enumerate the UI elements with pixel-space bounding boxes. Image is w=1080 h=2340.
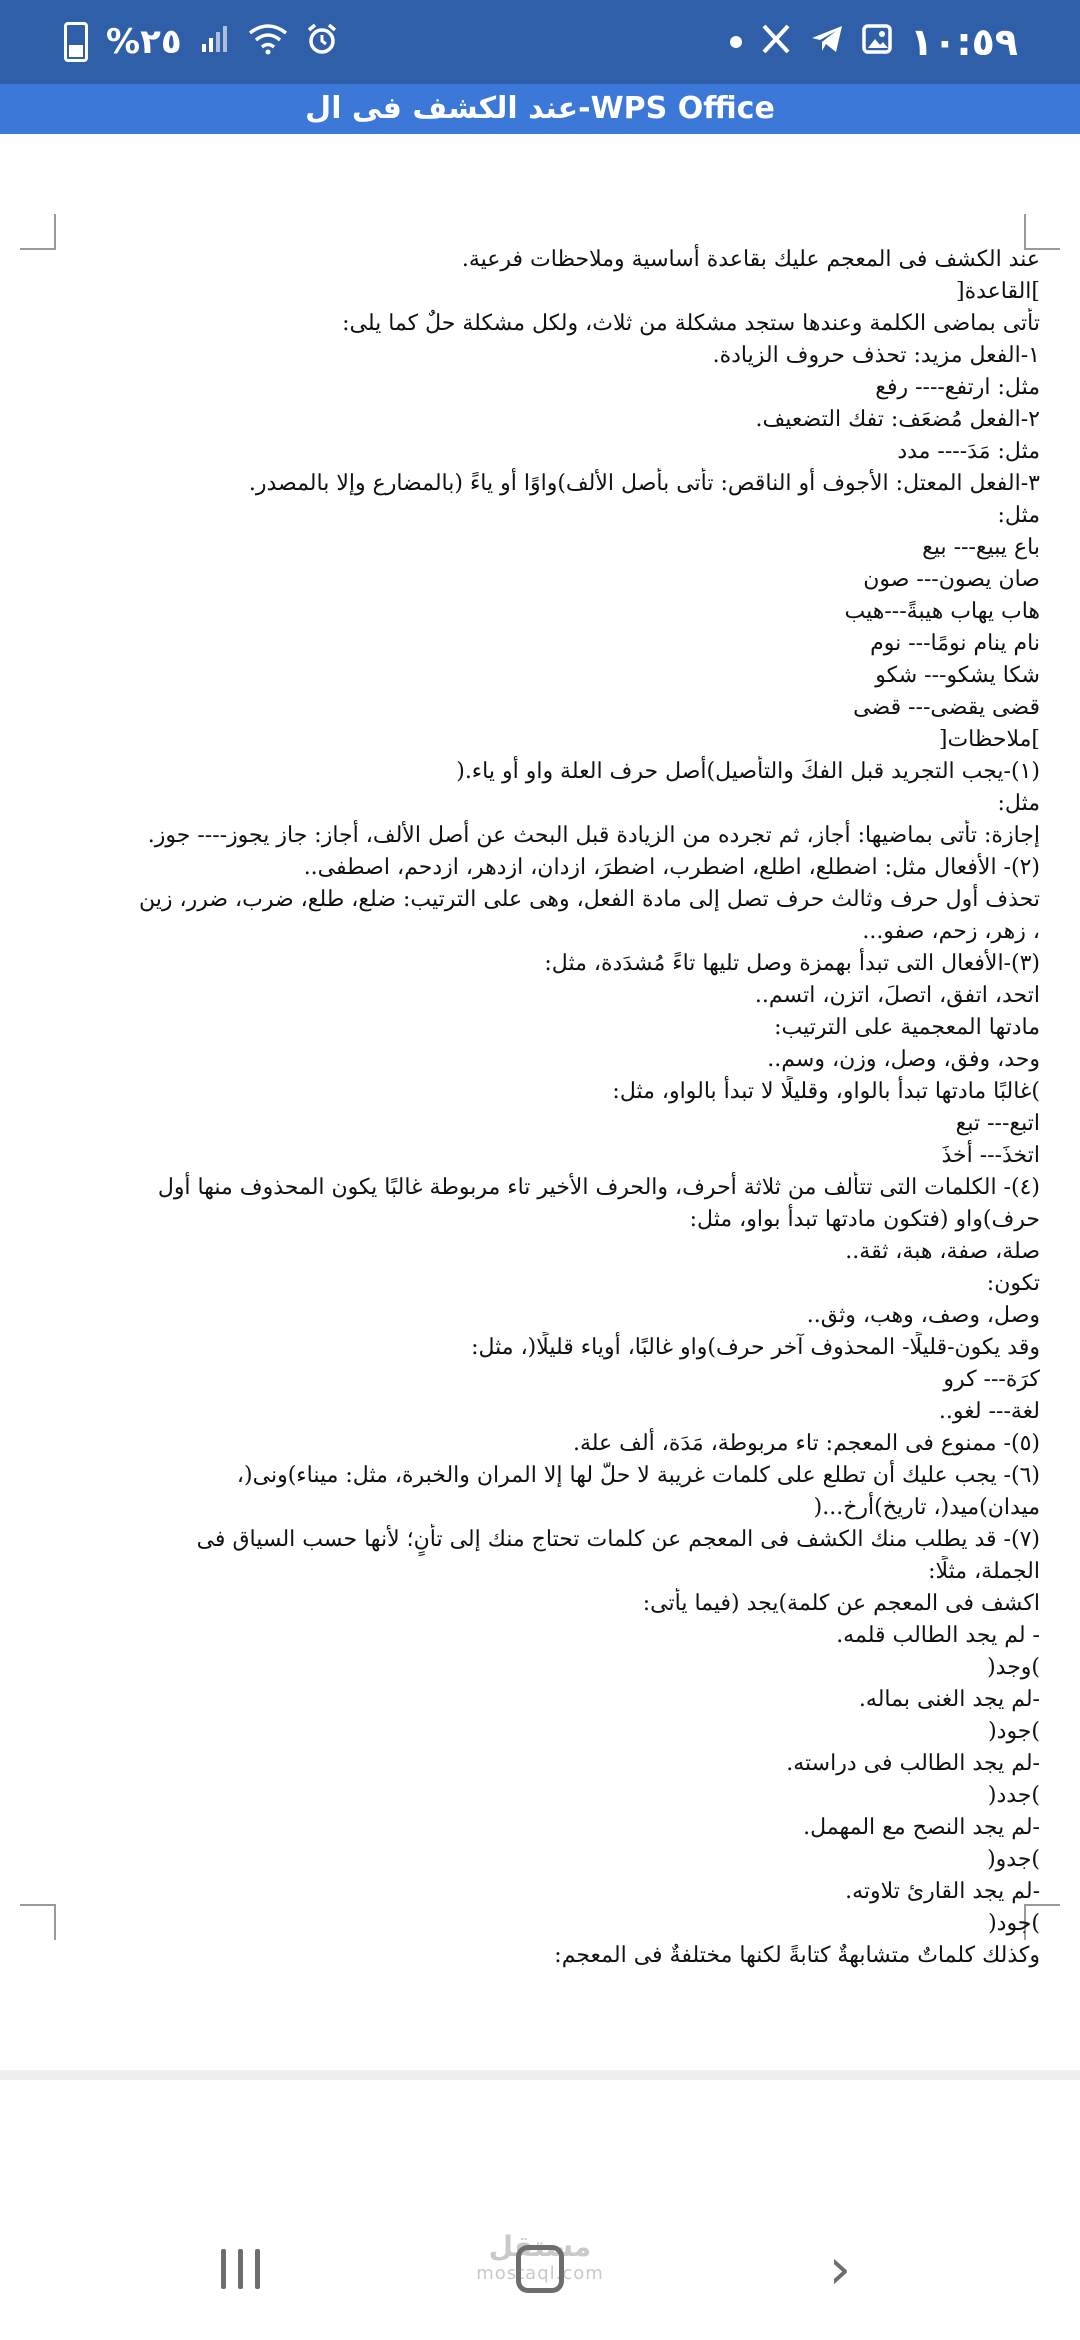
document-line: وكذلك كلماتٌ متشابهةٌ كتابةً لكنها مختلفةٌ فى المعجم: [554, 1943, 1040, 1968]
document-line: (٢)- الأفعال مثل: اضطلع، اطلع، اضطرب، اضطرَ، ازدان، ازدهر، ازدحم، اصطفى.. [303, 855, 1040, 880]
document-line: وقد يكون-قليلًا- المحذوف آخر حرف)واو غالبًا، أوياء قليلًا(، مثل: [471, 1335, 1040, 1360]
document-line: ، زهر، زحم، صفو... [862, 919, 1040, 944]
document-line: )جود( [988, 1911, 1040, 1936]
watermark-arabic: مستقل [488, 2230, 592, 2263]
document-line: لغة--- لغو.. [938, 1399, 1040, 1424]
x-app-icon [760, 23, 792, 61]
document-line: مثل: ارتفع---- رفع [875, 375, 1040, 400]
document-line: هاب يهاب هيبةً---هيب [844, 599, 1040, 624]
document-line: صان يصون--- صون [863, 567, 1040, 592]
document-line: مثل: مَدَ---- مدد [897, 439, 1040, 464]
document-line: الجملة، مثلًا: [928, 1559, 1040, 1584]
home-button[interactable] [480, 2224, 600, 2314]
document-line: -لم يجد القارئ تلاوته. [845, 1879, 1040, 1904]
document-line: باع يبيع--- بيع [922, 535, 1040, 560]
document-line: اتخذَ--- أخذَ [941, 1143, 1040, 1168]
document-line: شكا يشكو--- شكو [875, 663, 1040, 688]
page-separator [0, 2070, 1080, 2080]
recents-icon [221, 2249, 260, 2289]
battery-icon [64, 22, 88, 62]
home-icon [516, 2245, 564, 2293]
document-line: (٣)-الأفعال التى تبدأ بهمزة وصل تليها تاءً مُشدَدة، مثل: [544, 951, 1040, 976]
document-line: تحذف أول حرف وثالث حرف تصل إلى مادة الفعل، وهى على الترتيب: ضلع، طلع، ضرب، ضرر، زين [138, 887, 1040, 912]
telegram-icon [810, 23, 844, 61]
document-line: حرف)واو (فتكون مادتها تبدأ بواو، مثل: [689, 1207, 1040, 1232]
document-line: عند الكشف فى المعجم عليك بقاعدة أساسية وملاحظات فرعية. [461, 247, 1040, 272]
document-line: ]ملاحظات[ [938, 727, 1040, 752]
dot-icon [730, 36, 742, 48]
watermark-latin: mostaql.com [476, 2263, 604, 2284]
document-line: (٥)- ممنوع فى المعجم: تاء مربوطة، مَدَة، ألف علة. [572, 1431, 1040, 1456]
signal-icon [200, 24, 230, 60]
navigation-bar [0, 2200, 1080, 2340]
document-line: تأتى بماضى الكلمة وعندها ستجد مشكلة من ثلاث، ولكل مشكلة حلٌ كما يلى: [342, 311, 1040, 336]
document-line: ١-الفعل مزيد: تحذف حروف الزيادة. [712, 343, 1040, 368]
document-line: (٧)- قد يطلب منك الكشف فى المعجم عن كلمات تحتاج منك إلى تأنٍ؛ لأنها حسب السياق فى [196, 1527, 1040, 1552]
status-system-icons [64, 14, 338, 70]
document-line: إجازة: تأتى بماضيها: أجاز، ثم تجرده من الزيادة قبل البحث عن أصل الألف، أجاز: جاز يجوز---- جوز. [147, 823, 1040, 848]
document-line: وصل، وصف، وهب، وثق.. [806, 1303, 1040, 1328]
document-line: (٦)- يجب عليك أن تطلع على كلمات غريبة لا حلّ لها إلا المران والخبرة، مثل: ميناء)ونى(، [236, 1463, 1040, 1488]
document-line: )جدو( [987, 1847, 1040, 1872]
document-line: )جود( [988, 1719, 1040, 1744]
document-line: )وجد( [987, 1655, 1040, 1680]
document-line: اتبع--- تبع [955, 1111, 1040, 1136]
document-line: (١)-يجب التجريد قبل الفكَ والتأصيل)أصل حرف العلة واو أو ياء.( [456, 759, 1040, 784]
document-line: ميدان)ميد(، تاريخ)أرخ...( [813, 1495, 1040, 1520]
document-line: -لم يجد الطالب فى دراسته. [786, 1751, 1040, 1776]
clock: ١٠:٥٩ [910, 20, 1018, 64]
document-line: مثل: [997, 503, 1040, 528]
document-line: )غالبًا مادتها تبدأ بالواو، وقليلًا لا تبدأ بالواو، مثل: [612, 1079, 1040, 1104]
back-chevron-icon: › [828, 2236, 852, 2302]
document-line: صلة، صفة، هبة، ثقة.. [845, 1239, 1040, 1264]
document-line: اكشف فى المعجم عن كلمة)يجد (فيما يأتى: [642, 1591, 1040, 1616]
document-line: كرَة--- كرو [943, 1367, 1040, 1392]
document-page[interactable] [0, 134, 1080, 2064]
document-title: عند الكشف فى ال-WPS Office [305, 91, 775, 126]
document-text[interactable] [50, 244, 1040, 1972]
gallery-icon [862, 24, 892, 60]
document-title-bar[interactable] [0, 84, 1080, 134]
document-line: وحد، وفق، وصل، وزن، وسم.. [767, 1047, 1040, 1072]
document-line: مثل: [997, 791, 1040, 816]
document-line: نام ينام نومًا--- نوم [870, 631, 1040, 656]
status-notification-icons [730, 14, 1018, 70]
document-line: تكون: [986, 1271, 1040, 1296]
battery-level: %٢٥ [106, 22, 182, 62]
document-line: (٤)- الكلمات التى تتألف من ثلاثة أحرف، والحرف الأخير تاء مربوطة غالبًا يكون المحذوف منها أول [157, 1175, 1040, 1200]
document-line: - لم يجد الطالب قلمه. [836, 1623, 1040, 1648]
document-line: ٢-الفعل مُضعَف: تفك التضعيف. [755, 407, 1040, 432]
recents-button[interactable] [180, 2224, 300, 2314]
document-line: -لم يجد النصح مع المهمل. [803, 1815, 1040, 1840]
document-line: قضى يقضى--- قضى [853, 695, 1040, 720]
status-bar [0, 0, 1080, 84]
document-line: ٣-الفعل المعتل: الأجوف أو الناقص: تأتى بأصل الألف)واوًا أو ياءً (بالمضارع وإلا بالمصدر. [248, 471, 1040, 496]
wifi-icon [248, 23, 288, 61]
alarm-icon [306, 23, 338, 61]
document-line: مادتها المعجمية على الترتيب: [774, 1015, 1040, 1040]
document-line: اتحد، اتفق، اتصلَ، اتزن، اتسم.. [754, 983, 1040, 1008]
document-line: )جدد( [987, 1783, 1040, 1808]
document-line: -لم يجد الغنى بماله. [858, 1687, 1040, 1712]
document-line: ]القاعدة[ [955, 279, 1040, 304]
back-button[interactable] [780, 2224, 900, 2314]
